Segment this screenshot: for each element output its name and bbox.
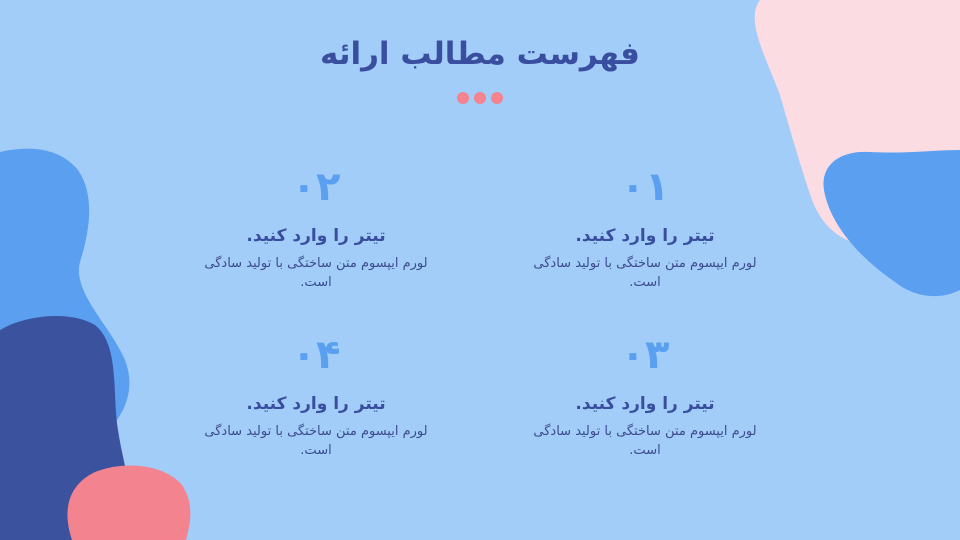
slide-title: فهرست مطالب ارائه xyxy=(320,36,640,72)
dot xyxy=(457,92,469,104)
item-number: ۰۲ xyxy=(291,164,341,210)
item-heading: تیتر را وارد کنید. xyxy=(575,394,715,414)
item-heading: تیتر را وارد کنید. xyxy=(246,394,386,414)
blob-blue-right xyxy=(823,150,960,296)
item-text: لورم ایپسوم متن ساختگی با تولید سادگی است. xyxy=(204,256,428,290)
dot xyxy=(474,92,486,104)
item-03 xyxy=(525,332,765,460)
item-text: لورم ایپسوم متن ساختگی با تولید سادگی است. xyxy=(533,424,757,458)
item-01 xyxy=(525,164,765,292)
item-number: ۰۴ xyxy=(291,332,341,378)
item-text: لورم ایپسوم متن ساختگی با تولید سادگی است. xyxy=(204,424,428,458)
item-number: ۰۱ xyxy=(620,164,670,210)
item-04 xyxy=(196,332,436,460)
item-02 xyxy=(196,164,436,292)
item-number: ۰۳ xyxy=(620,332,670,378)
item-heading: تیتر را وارد کنید. xyxy=(246,226,386,246)
dot xyxy=(491,92,503,104)
item-heading: تیتر را وارد کنید. xyxy=(575,226,715,246)
title-dots xyxy=(457,92,505,104)
item-text: لورم ایپسوم متن ساختگی با تولید سادگی است. xyxy=(533,256,757,290)
